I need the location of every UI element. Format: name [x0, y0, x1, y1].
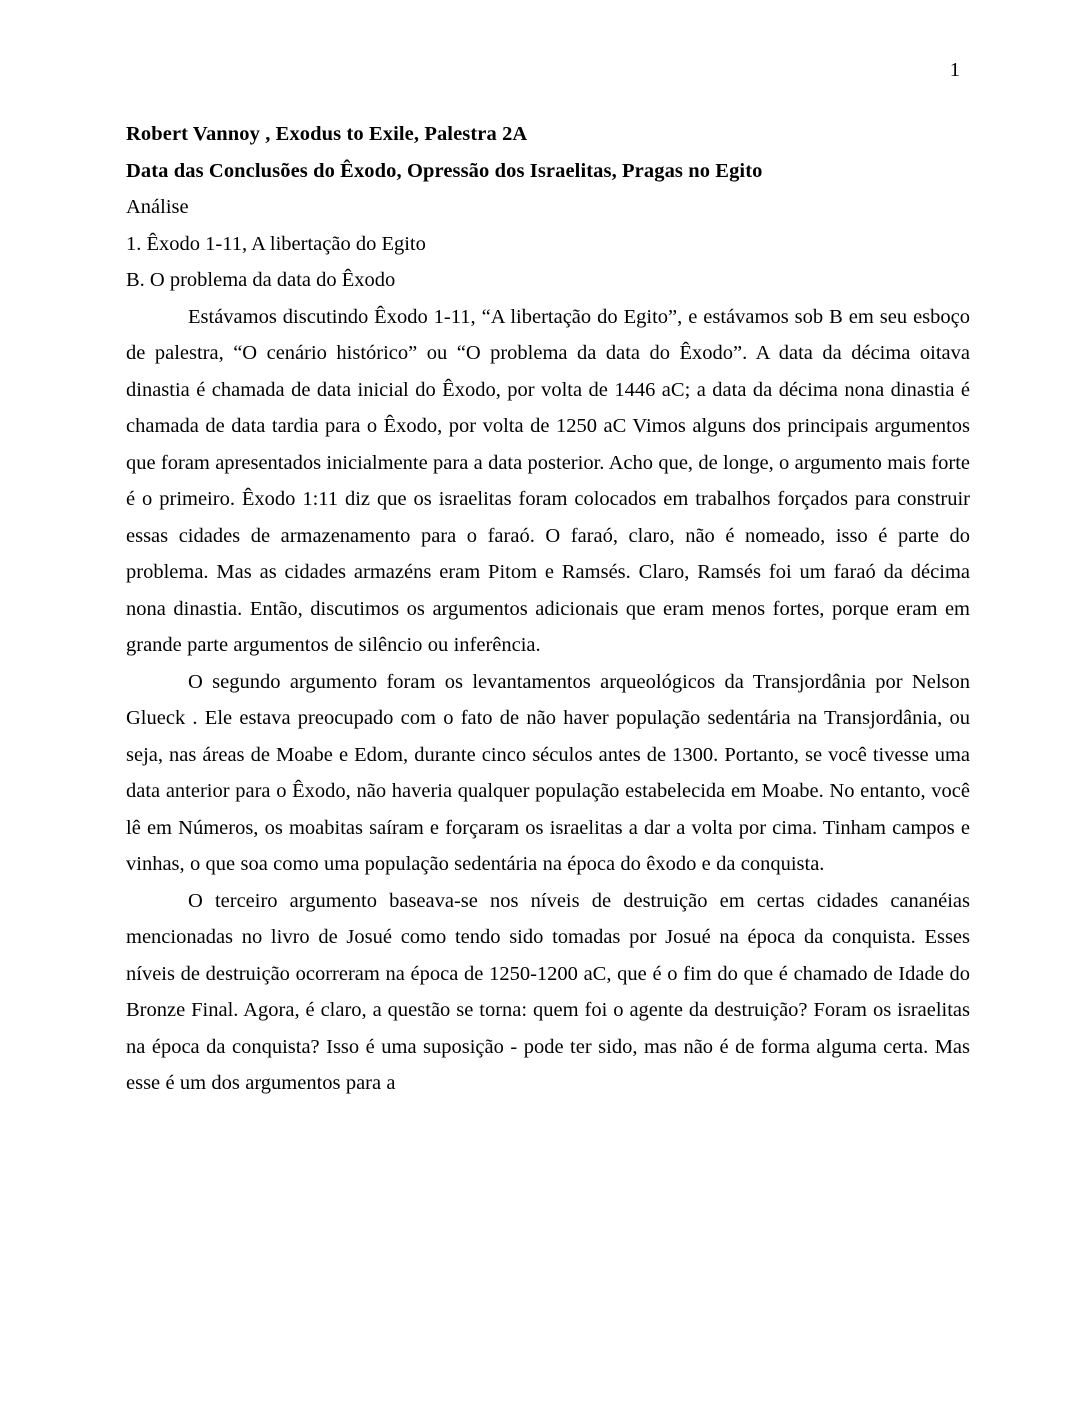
paragraph-1: Estávamos discutindo Êxodo 1-11, “A libertação do Egito”, e estávamos sob B em seu esboço de palestra, “O cenário histórico” ou “O problema da data do Êxodo”. A data da décima oitava dinastia é chamada de data inicial do Êxodo, por volta de 1446 aC; a data da décima nona dinastia é chamada de data tardia para o Êxodo, por volta de 1250 aC Vimos alguns dos principais argumentos que foram apresentados inicialmente para a data posterior. Acho que, de longe, o argumento mais forte é o primeiro. Êxodo 1:11 diz que os israelitas foram colocados em trabalhos forçados para construir essas cidades de armazenamento para o faraó. O faraó, claro, não é nomeado, isso é parte do problema. Mas as cidades armazéns eram Pitom e Ramsés. Claro, Ramsés foi um faraó da décima nona dinastia. Então, discutimos os argumentos adicionais que eram menos fortes, porque eram em grande parte argumentos de silêncio ou inferência. — [126, 305, 970, 656]
section-label-problema-data: B. O problema da data do Êxodo — [126, 269, 396, 291]
page-number: 1 — [949, 59, 960, 81]
document-title-line-1: Robert Vannoy , Exodus to Exile, Palestra 2A — [126, 123, 528, 145]
section-label-analise: Análise — [126, 196, 189, 218]
document-title-line-2: Data das Conclusões do Êxodo, Opressão dos Israelitas, Pragas no Egito — [126, 159, 763, 182]
paragraph-group — [126, 299, 970, 1102]
paragraph-2: O segundo argumento foram os levantamentos arqueológicos da Transjordânia por Nelson Glueck . Ele estava preocupado com o fato de não haver população sedentária na Transjordânia, ou seja, nas áreas de Moabe e Edom, durante cinco séculos antes de 1300. Portanto, se você tivesse uma data anterior para o Êxodo, não haveria qualquer população estabelecida em Moabe. No entanto, você lê em Números, os moabitas saíram e forçaram os israelitas a dar a volta por cima. Tinham campos e vinhas, o que soa como uma população sedentária na época do êxodo e da conquista. — [126, 670, 970, 875]
section-label-exodo-1-11: 1. Êxodo 1-11, A libertação do Egito — [126, 232, 426, 255]
paragraph-3: O terceiro argumento baseava-se nos níveis de destruição em certas cidades cananéias mencionadas no livro de Josué como tendo sido tomadas por Josué na época da conquista. Esses níveis de destruição ocorreram na época de 1250-1200 aC, que é o fim do que é chamado de Idade do Bronze Final. Agora, é claro, a questão se torna: quem foi o agente da destruição? Foram os israelitas na época da conquista? Isso é uma suposição - pode ter sido, mas não é de forma alguma certa. Mas esse é um dos argumentos para a — [126, 889, 970, 1094]
document-body — [126, 116, 970, 1102]
